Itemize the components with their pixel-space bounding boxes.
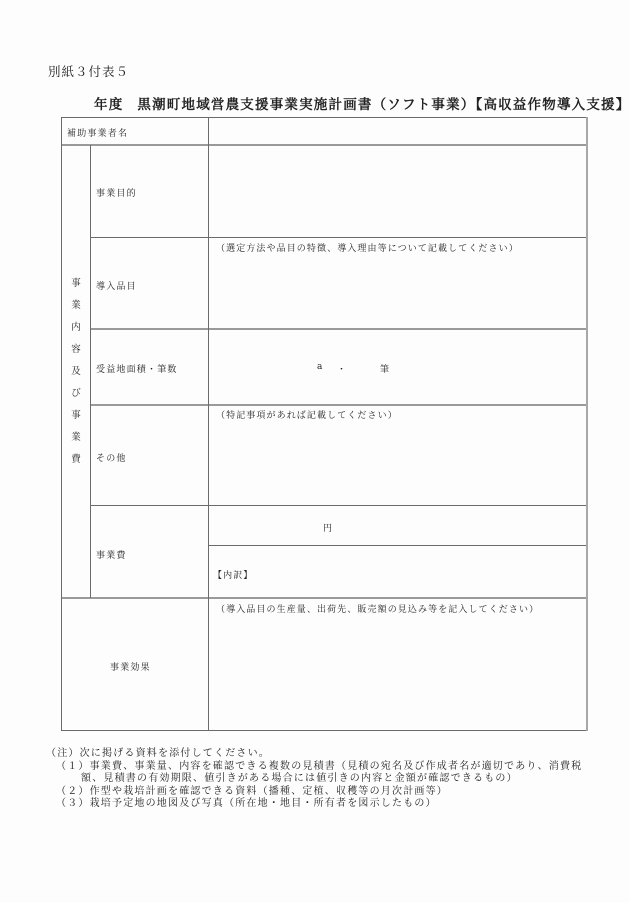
table-border-left [61, 117, 62, 731]
area-input[interactable] [260, 358, 316, 376]
purpose-field[interactable] [210, 147, 585, 236]
table-border-top [61, 117, 587, 118]
note-item-1-continued: 額、見積書の有効期限、値引きがある場合には値引きの内容と金額が確認できるもの） [81, 773, 518, 784]
document-id: 別紙３付表５ [48, 64, 130, 79]
area-unit: a [317, 362, 324, 372]
row-divider [90, 404, 587, 406]
notes-section [46, 748, 582, 811]
group-char: 内 [71, 322, 81, 333]
cost-yen-unit: 円 [323, 524, 334, 534]
crop-label: 導入品目 [96, 282, 137, 292]
column-divider [90, 145, 91, 598]
area-label: 受益地面積・筆数 [96, 365, 178, 375]
title-main: 黒潮町地域営農支援事業実施計画書（ソフト事業）【高収益作物導入支援】 [137, 97, 630, 113]
table-border-right [586, 117, 588, 731]
row-divider [61, 597, 587, 599]
plots-unit: 筆 [380, 365, 391, 375]
column-divider [208, 117, 209, 731]
table-border-bottom [61, 730, 587, 731]
crop-hint: （選定方法や品目の特徴、導入理由等について記載してください） [216, 244, 519, 254]
group-char: 及 [71, 366, 81, 377]
group-char: び [71, 388, 81, 399]
page-title [94, 93, 630, 113]
area-separator: ・ [337, 365, 348, 375]
row-divider [90, 237, 587, 238]
group-char: 業 [71, 300, 81, 311]
group-char: 費 [71, 454, 81, 465]
cost-label: 事業費 [96, 551, 127, 561]
effect-label: 事業効果 [110, 663, 151, 673]
cost-amount-input[interactable] [230, 517, 320, 535]
business-content-group-label [69, 273, 83, 471]
cost-breakdown-label: 【内訳】 [213, 571, 254, 581]
row-divider [208, 545, 587, 546]
applicant-field[interactable] [210, 119, 585, 144]
row-divider [90, 328, 587, 330]
crop-field[interactable] [210, 254, 585, 327]
effect-field[interactable] [210, 616, 585, 729]
applicant-label: 補助事業者名 [67, 129, 129, 139]
other-field[interactable] [210, 421, 585, 504]
note-item-2: （２）作型や栽培計画を確認できる資料（播種、定植、収穫等の月次計画等） [56, 785, 448, 797]
title-year: 年度 [94, 97, 124, 113]
row-divider [61, 144, 587, 146]
cost-breakdown-field[interactable] [255, 547, 585, 596]
notes-header: （注）次に掲げる資料を添付してください。 [46, 748, 270, 759]
row-divider [90, 505, 587, 506]
group-char: 業 [71, 432, 81, 443]
note-item-1: （１）事業費、事業量、内容を確認できる複数の見積書（見積の宛名及び作成者名が適切であり、消費税 [56, 760, 583, 772]
plots-input[interactable] [350, 358, 378, 376]
note-item-3: （３）栽培予定地の地図及び写真（所在地・地目・所有者を図示したもの） [56, 798, 437, 809]
group-char: 事 [71, 278, 81, 289]
purpose-label: 事業目的 [96, 189, 137, 199]
group-char: 事 [71, 410, 81, 421]
other-hint: （特記事項があれば記載してください） [216, 411, 398, 421]
group-char: 容 [71, 344, 81, 355]
effect-hint: （導入品目の生産量、出荷先、販売額の見込み等を記入してください） [216, 605, 540, 615]
other-label: その他 [96, 454, 127, 464]
